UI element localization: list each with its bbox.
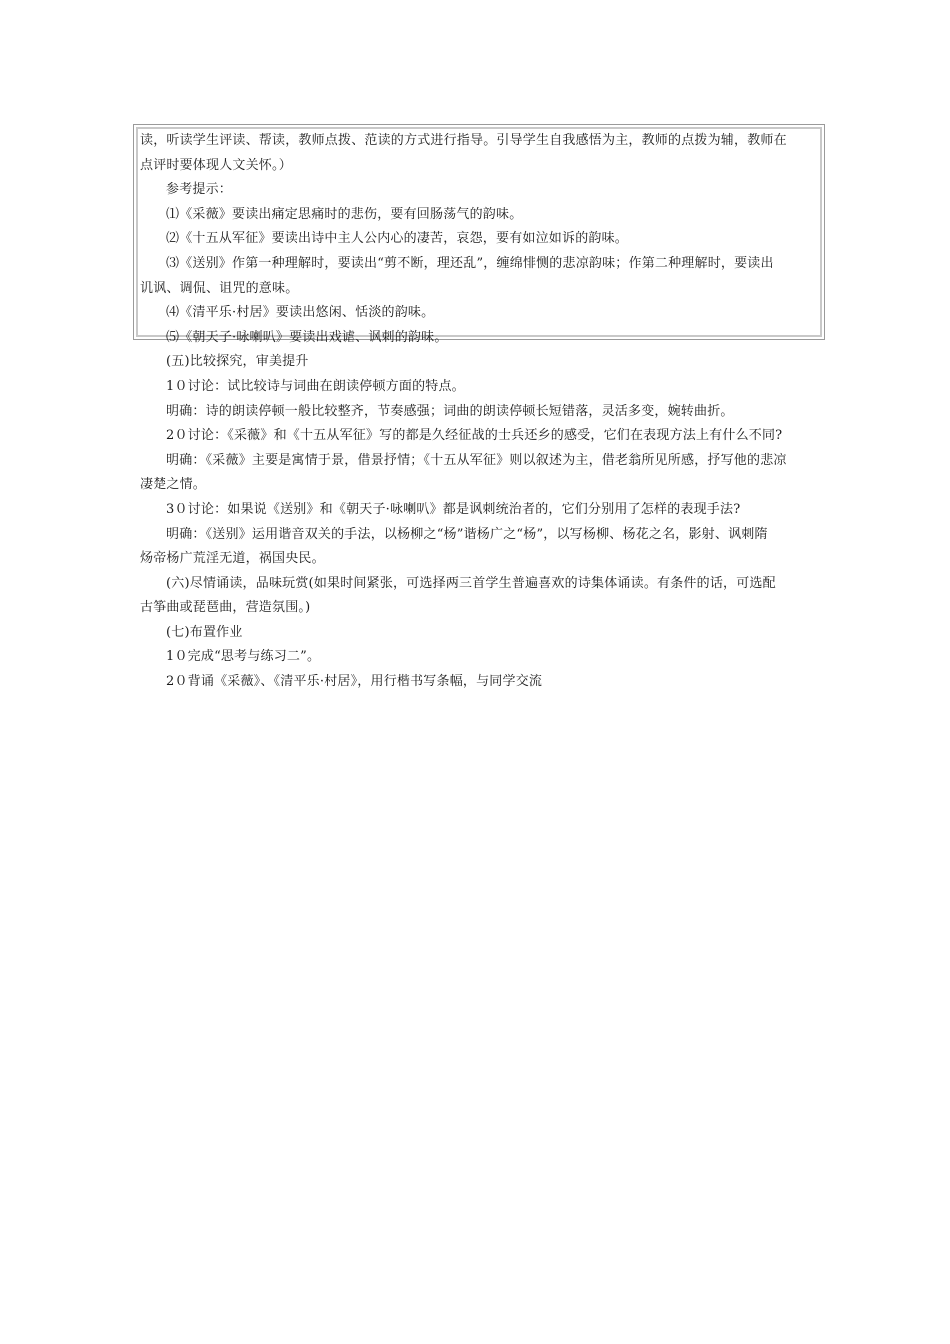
text-line: 炀帝杨广荒淫无道，祸国央民。: [140, 551, 325, 567]
text-line: 点评时要体现人文关怀。）: [140, 157, 292, 173]
text-line: 1０完成“思考与练习二”。: [166, 649, 321, 665]
text-line: 读，听读学生评读、帮读，教师点拨、范读的方式进行指导。引导学生自我感悟为主，教师的点拨为辅，教师在: [140, 133, 787, 148]
text-line: ⑴《采薇》要读出痛定思痛时的悲伤，要有回肠荡气的韵味。: [166, 206, 523, 222]
text-line: 2０背诵《采薇》、《清平乐·村居》，用行楷书写条幅，与同学交流: [166, 674, 543, 690]
text-line: 明确：《送别》运用谐音双关的手法，以杨柳之“杨”谐杨广之“杨”，以写杨柳、杨花之名，影射、讽刺隋: [166, 526, 768, 542]
text-line: ⑶《送别》作第一种理解时，要读出“剪不断，理还乱”，缠绵悱恻的悲凉韵味；作第二种理解时，要读出: [166, 255, 774, 271]
text-line: 古筝曲或琵琶曲，营造氛围。): [140, 600, 311, 616]
text-line: 讥讽、调侃、诅咒的意味。: [140, 280, 299, 296]
text-line: 凄楚之情。: [140, 477, 207, 493]
text-line: 明确：《采薇》主要是寓情于景，借景抒情；《十五从军征》则以叙述为主，借老翁所见所感，抒写他的悲凉: [166, 452, 787, 468]
text-line: ⑸《朝天子·咏喇叭》要读出戏谑、讽刺的韵味。: [166, 329, 448, 345]
text-line: (五)比较探究，审美提升: [166, 354, 309, 370]
text-line: (六)尽情诵读，品味玩赏(如果时间紧张，可选择两三首学生普遍喜欢的诗集体诵读。有条件的话，可选配: [166, 575, 776, 591]
text-line: 明确：诗的朗读停顿一般比较整齐，节奏感强；词曲的朗读停顿长短错落，灵活多变，婉转曲折。: [166, 403, 734, 419]
text-line: (七)布置作业: [166, 624, 243, 640]
text-line: 参考提示：: [166, 182, 233, 198]
text-line: 3０讨论：如果说《送别》和《朝天子·咏喇叭》都是讽刺统治者的，它们分别用了怎样的表现手法?: [166, 501, 741, 517]
text-content: [140, 129, 816, 695]
text-line: ⑷《清平乐·村居》要读出悠闲、恬淡的韵味。: [166, 305, 435, 321]
text-line: ⑵《十五从军征》要读出诗中主人公内心的凄苦，哀怨，要有如泣如诉的韵味。: [166, 231, 629, 247]
text-line: 1０讨论：试比较诗与词曲在朗读停顿方面的特点。: [166, 378, 465, 394]
text-line: 2０讨论：《采薇》和《十五从军征》写的都是久经征战的士兵还乡的感受，它们在表现方法上有什么不同?: [166, 428, 783, 444]
text-box: [133, 124, 825, 690]
